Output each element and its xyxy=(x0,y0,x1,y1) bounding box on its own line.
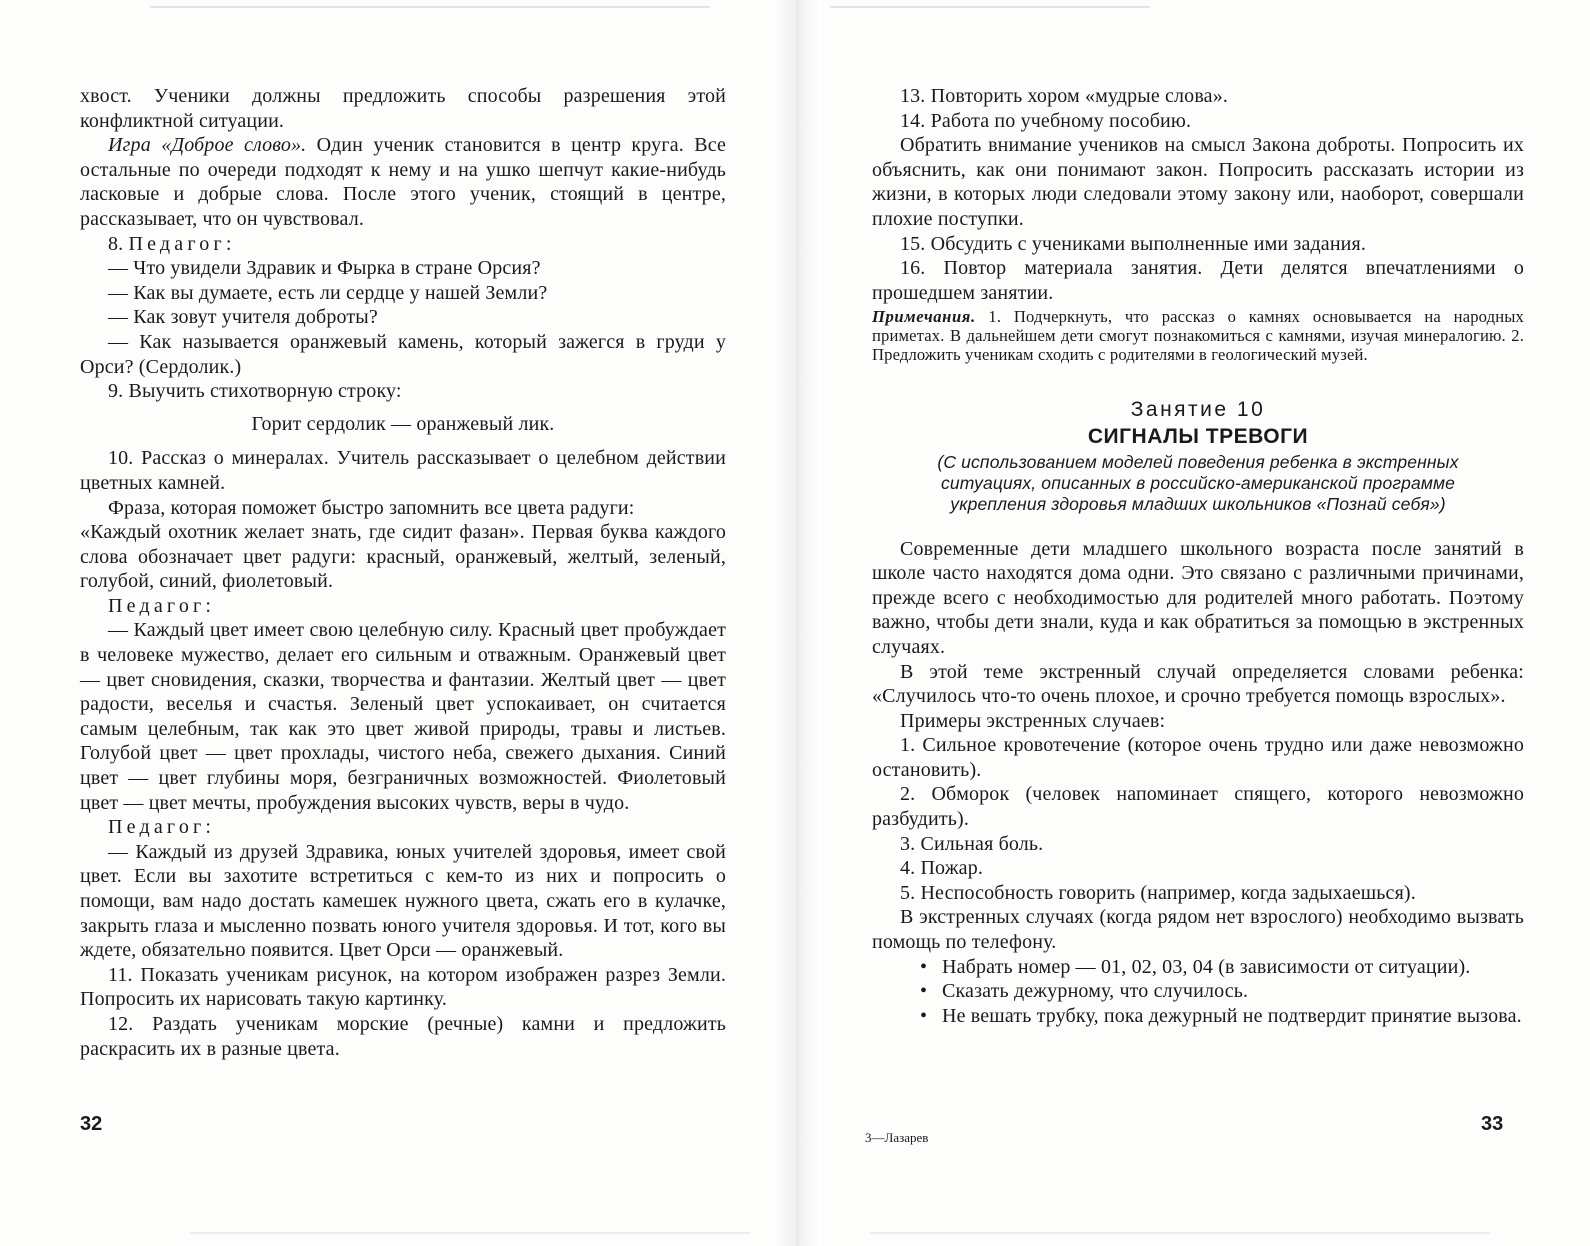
phrase-text: «Каждый охотник желает знать, где сидит фазан». Первая буква каждого слова обозначает цвет радуги: красный, оранжевый, желтый, зеленый, голубой, синий, фиолетовый. xyxy=(80,521,726,593)
signature-mark: 3—Лазарев xyxy=(865,1130,929,1145)
game-text: Один ученик становится в центр круга. Все остальные по очереди подходят к нему и на ушко шепчут какие-нибудь ласковые и добрые слова. После этого ученик, стоящий в центре, рассказывает, что он чувствовал. xyxy=(80,134,726,230)
page-number-left: 32 xyxy=(80,1113,103,1135)
top-edge-line xyxy=(150,6,710,8)
bullet-text: Сказать дежурному, что случилось. xyxy=(942,980,1249,1003)
bottom-edge-line xyxy=(870,1232,1490,1234)
lesson-number: Занятие 10 xyxy=(1130,398,1266,422)
bullet-list xyxy=(872,955,1524,1029)
step-8 xyxy=(80,232,726,257)
step-15: 15. Обсудить с учениками выполненные ими задания. xyxy=(900,232,1367,255)
game-title: Игра «Доброе слово». xyxy=(108,134,307,157)
question: — Как называется оранжевый камень, который зажегся в груди у Орси? (Сердолик.) xyxy=(80,330,726,378)
teacher-label: Педагог: xyxy=(128,232,236,255)
top-edge-line xyxy=(830,6,1150,8)
intro-paragraph: Современные дети младшего школьного возраста после занятий в школе часто находятся дома одни. Это связано с различными причинами, прежде всего с необходимостью для родителей много работать. Поэтому важно, чтобы дети знали, куда и как обратиться за помощью в экстренных случаях. xyxy=(872,537,1524,658)
lesson-subtitle: (С использованием моделей поведения ребенка в экстренных ситуациях, описанных в российско-американской программе укрепления здоровья младших школьников «Познай себя») xyxy=(937,451,1459,514)
left-page xyxy=(80,84,726,1061)
teacher-label: Педагог: xyxy=(108,816,216,839)
examples-title: Примеры экстренных случаев: xyxy=(900,709,1166,732)
bullet-text: Не вешать трубку, пока дежурный не подтвердит принятие вызова. xyxy=(942,1004,1522,1027)
bullet-item xyxy=(872,1004,1524,1029)
question: — Как вы думаете, есть ли сердце у нашей Земли? xyxy=(108,281,548,304)
bullet-text: Набрать номер — 01, 02, 03, 04 (в зависимости от ситуации). xyxy=(942,955,1471,978)
bullet-icon: • xyxy=(920,1004,928,1027)
step-14: 14. Работа по учебному пособию. xyxy=(900,109,1192,132)
example-item: 1. Сильное кровотечение (которое очень трудно или даже невозможно остановить). xyxy=(872,734,1524,781)
poem-line: Горит сердолик — оранжевый лик. xyxy=(251,412,555,435)
step-11: 11. Показать ученикам рисунок, на котором изображен разрез Земли. Попросить их нарисовать такую картинку. xyxy=(80,963,726,1011)
definition-paragraph: В этой теме экстренный случай определяется словами ребенка: «Случилось что-то очень плохое, и срочно требуется помощь взрослых». xyxy=(872,660,1524,708)
lesson-title: СИГНАЛЫ ТРЕВОГИ xyxy=(1087,424,1309,448)
bullet-icon: • xyxy=(920,980,928,1003)
colors-speech: — Каждый цвет имеет свою целебную силу. Красный цвет пробуждает в человеке мужество, делает его сильным и отважным. Оранжевый цвет — цвет сновидения, сказки, творчества и фантазии. Желтый цвет — цвет радости, веселья и счастья. Зеленый цвет успокаивает, он считается самым целебным, так как это цвет живой природы, травы и листьев. Голубой цвет — цвет прохлады, чистого неба, свежего дыхания. Синий цвет — цвет глубины моря, безграничных возможностей. Фиолетовый цвет — цвет мечты, пробуждения высоких чувств, веры в чудо. xyxy=(80,619,726,814)
phrase-intro: Фраза, которая поможет быстро запомнить все цвета радуги: xyxy=(108,496,635,519)
step-10: 10. Рассказ о минералах. Учитель рассказывает о целебном действии цветных камней. xyxy=(80,447,726,494)
bottom-edge-line xyxy=(190,1232,750,1234)
example-item: 3. Сильная боль. xyxy=(900,832,1044,855)
note-label: Примечания. xyxy=(872,307,976,327)
step-16: 16. Повтор материала занятия. Дети делятся впечатлениями о прошедшем занятии. xyxy=(872,257,1524,304)
question: — Как зовут учителя доброты? xyxy=(108,306,378,329)
bullet-item xyxy=(872,955,1524,980)
question: — Что увидели Здравик и Фырка в стране Орсия? xyxy=(108,257,541,280)
example-item: 4. Пожар. xyxy=(900,857,983,880)
friends-speech: — Каждый из друзей Здравика, юных учителей здоровья, имеет свой цвет. Если вы захотите встретиться с кем-то из них и попросить о помощи, вам надо достать камешек нужного цвета, сжать его в кулачке, закрыть глаза и мысленно позвать юного учителя здоровья. И тот, кого вы ждете, обязательно появится. Цвет Орси — оранжевый. xyxy=(80,840,726,962)
paragraph: хвост. Ученики должны предложить способы разрешения этой конфликтной ситуации. xyxy=(80,85,726,132)
notes xyxy=(872,307,1524,364)
game-paragraph xyxy=(80,133,726,231)
example-item: 5. Неспособность говорить (например, когда задыхаешься). xyxy=(900,881,1416,904)
bullet-icon: • xyxy=(920,955,928,978)
note-paragraph xyxy=(872,307,1524,364)
book-gutter xyxy=(772,0,822,1246)
example-item: 2. Обморок (человек напоминает спящего, которого невозможно разбудить). xyxy=(872,783,1524,831)
page-number-right: 33 xyxy=(1481,1113,1504,1135)
note-text: 1. Подчеркнуть, что рассказ о камнях основывается на народных приметах. В дальнейшем дети смогут познакомиться с камнями, изучая минералогию. 2. Предложить ученикам сходить с родителями в геологический музей. xyxy=(872,307,1524,365)
step-13: 13. Повторить хором «мудрые слова». xyxy=(900,85,1228,107)
step-number: 8. xyxy=(108,232,124,255)
law-text: Обратить внимание учеников на смысл Закона доброты. Попросить их объяснить, как они понимают закон. Попросить рассказать истории из жизни, в которых люди следовали этому закону или, наоборот, совершали плохие поступки. xyxy=(872,134,1524,230)
bullet-item xyxy=(872,979,1524,1004)
teacher-label: Педагог: xyxy=(108,594,216,617)
step-12: 12. Раздать ученикам морские (речные) камни и предложить раскрасить их в разные цвета. xyxy=(80,1012,726,1060)
call-paragraph: В экстренных случаях (когда рядом нет взрослого) необходимо вызвать помощь по телефону. xyxy=(872,906,1524,954)
step-9: 9. Выучить стихотворную строку: xyxy=(108,380,402,403)
right-page xyxy=(872,84,1524,1028)
